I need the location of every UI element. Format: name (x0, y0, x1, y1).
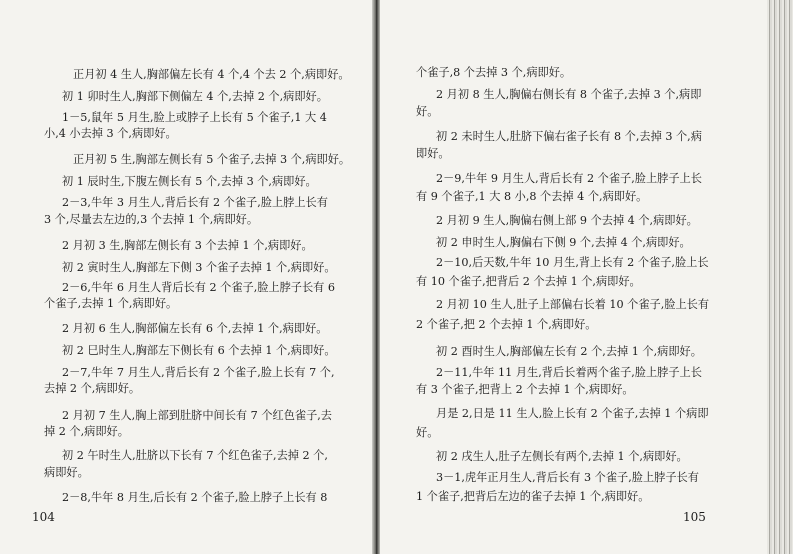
text-line: 初 2 申时生人,胸偏右下侧 9 个,去掉 4 个,病即好。 (436, 236, 691, 249)
text-line: 小,4 小去掉 3 个,病即好。 (44, 127, 177, 140)
text-line: 个雀子,8 个去掉 3 个,病即好。 (416, 66, 572, 79)
text-line: 好。 (416, 426, 439, 439)
text-line: 个雀子,去掉 1 个,病即好。 (44, 297, 178, 310)
text-line: 初 1 辰时生,下腹左侧长有 5 个,去掉 3 个,病即好。 (62, 175, 317, 188)
text-line: 初 2 寅时生人,胸部左下侧 3 个雀子去掉 1 个,病即好。 (62, 261, 336, 274)
text-line: 正月初 4 生人,胸部偏左长有 4 个,4 个去 2 个,病即好。 (73, 68, 350, 81)
text-line: 2－7,牛年 7 月生人,背后长有 2 个雀子,脸上长有 7 个, (62, 366, 335, 379)
text-line: 2－3,牛年 3 月生人,背后长有 2 个雀子,脸上脖上长有 (62, 196, 328, 209)
text-line: 正月初 5 生,胸部左侧长有 5 个雀子,去掉 3 个,病即好。 (73, 153, 351, 166)
text-line: 病即好。 (44, 466, 89, 479)
text-line: 初 1 卯时生人,胸部下侧偏左 4 个,去掉 2 个,病即好。 (62, 90, 328, 103)
text-line: 掉 2 个,病即好。 (44, 425, 129, 438)
text-line: 2 个雀子,把 2 个去掉 1 个,病即好。 (416, 318, 597, 331)
text-line: 3 个,尽量去左边的,3 个去掉 1 个,病即好。 (44, 213, 259, 226)
page-edge (767, 0, 793, 554)
text-line: 2 月初 9 生人,胸偏右侧上部 9 个去掉 4 个,病即好。 (436, 214, 698, 227)
text-line: 初 2 戌生人,肚子左侧长有两个,去掉 1 个,病即好。 (436, 450, 688, 463)
text-line: 3－1,虎年正月生人,背后长有 3 个雀子,脸上脖子长有 (436, 471, 699, 484)
right-page (380, 0, 793, 554)
text-line: 月是 2,日是 11 生人,脸上长有 2 个雀子,去掉 1 个病即 (436, 407, 709, 420)
text-line: 初 2 午时生人,肚脐以下长有 7 个红色雀子,去掉 2 个, (62, 449, 328, 462)
text-line: 去掉 2 个,病即好。 (44, 382, 141, 395)
text-line: 初 2 巳时生人,胸部左下侧长有 6 个去掉 1 个,病即好。 (62, 344, 336, 357)
text-line: 2 月初 6 生人,胸部偏左长有 6 个,去掉 1 个,病即好。 (62, 322, 328, 335)
page-number: 105 (683, 510, 706, 524)
text-line: 2－10,后天数,牛年 10 月生,背上长有 2 个雀子,脸上长 (436, 256, 709, 269)
text-line: 初 2 酉时生人,胸部偏左长有 2 个,去掉 1 个,病即好。 (436, 345, 702, 358)
text-line: 2 月初 10 生人,肚子上部偏右长着 10 个雀子,脸上长有 (436, 298, 710, 311)
text-line: 有 10 个雀子,把背后 2 个去掉 1 个,病即好。 (416, 275, 641, 288)
text-line: 好。 (416, 105, 439, 118)
text-line: 2－8,牛年 8 月生,后长有 2 个雀子,脸上脖子上长有 8 (62, 491, 328, 504)
page-number: 104 (32, 510, 55, 524)
text-line: 2－9,牛年 9 月生人,背后长有 2 个雀子,脸上脖子上长 (436, 172, 702, 185)
text-line: 2 月初 8 生人,胸偏右侧长有 8 个雀子,去掉 3 个,病即 (436, 88, 702, 101)
text-line: 2 月初 7 生人,胸上部到肚脐中间长有 7 个红色雀子,去 (62, 409, 332, 422)
text-line: 1 个雀子,把背后左边的雀子去掉 1 个,病即好。 (416, 490, 650, 503)
left-page (0, 0, 372, 554)
text-line: 2 月初 3 生,胸部左侧长有 3 个去掉 1 个,病即好。 (62, 239, 313, 252)
text-line: 2－6,牛年 6 月生人背后长有 2 个雀子,脸上脖子长有 6 (62, 281, 336, 294)
text-line: 有 3 个雀子,把背上 2 个去掉 1 个,病即好。 (416, 383, 634, 396)
text-line: 有 9 个雀子,1 大 8 小,8 个去掉 4 个,病即好。 (416, 190, 648, 203)
text-line: 初 2 未时生人,肚脐下偏右雀子长有 8 个,去掉 3 个,病 (436, 130, 702, 143)
book-spine (372, 0, 380, 554)
text-line: 即好。 (416, 147, 450, 160)
text-line: 2－11,牛年 11 月生,背后长着两个雀子,脸上脖子上长 (436, 366, 702, 379)
text-line: 1－5,鼠年 5 月生,脸上或脖子上长有 5 个雀子,1 大 4 (62, 111, 327, 124)
